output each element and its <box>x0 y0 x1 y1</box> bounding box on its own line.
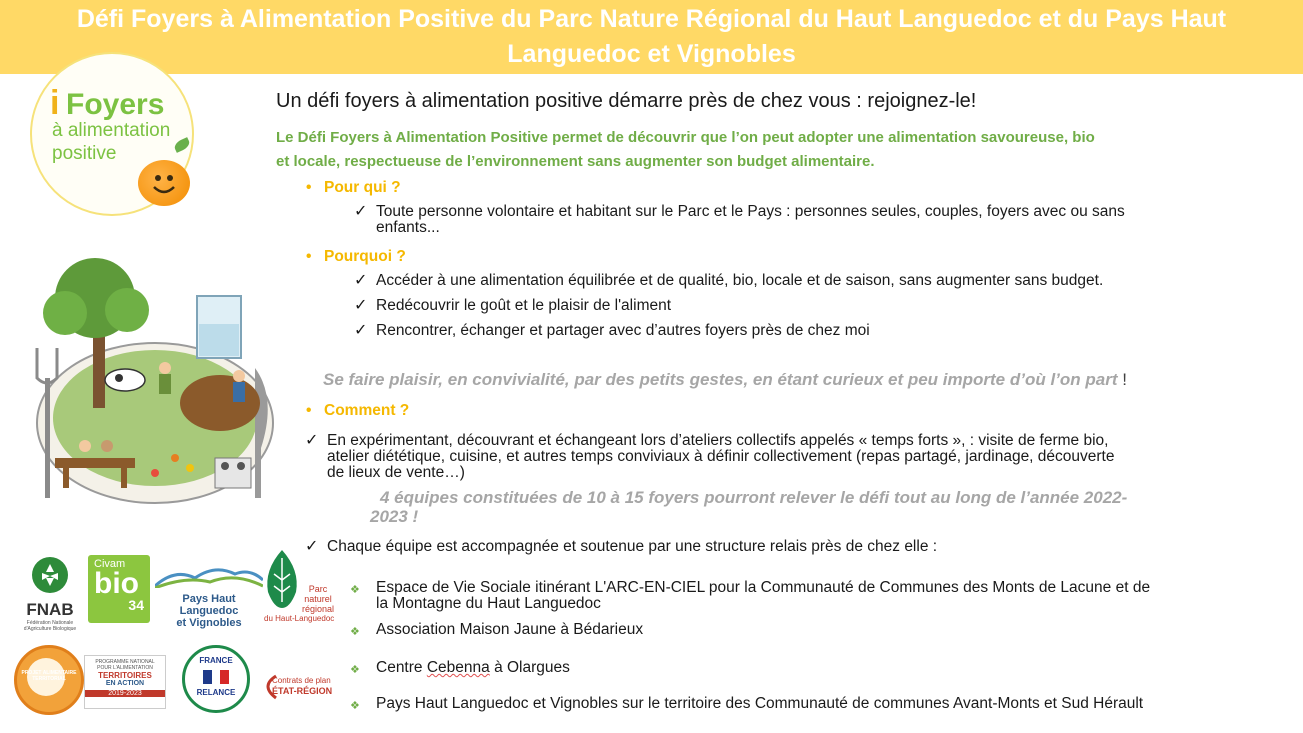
bio-number: 34 <box>128 597 144 613</box>
parc-leaf-icon <box>264 548 300 610</box>
relais-item <box>350 580 1250 612</box>
pnat-logo <box>84 655 166 709</box>
list-item <box>354 204 1234 236</box>
item-text: Redécouvrir le goût et le plaisir de l'aliment <box>376 297 672 314</box>
section-heading: Pourquoi ? <box>324 248 406 265</box>
france-relance-logo <box>182 645 250 713</box>
logo-positive-text: positive <box>52 143 117 164</box>
parc-text <box>302 584 334 614</box>
pat-logo <box>14 645 84 715</box>
bullet-dot-icon: • <box>306 248 312 265</box>
relais-item <box>350 660 570 678</box>
title-banner <box>0 0 1303 74</box>
item-text: Association Maison Jaune à Bédarieux <box>376 621 644 638</box>
pnat-text-1: PROGRAMME NATIONAL <box>95 659 155 665</box>
item-text-post: à Olargues <box>489 659 570 676</box>
parc-text-3: régional <box>302 604 335 614</box>
cpe-text-2: ÉTAT-RÉGION <box>272 686 333 696</box>
list-item <box>305 433 1245 481</box>
pnat-text-2: POUR L'ALIMENTATION <box>97 665 153 671</box>
intro-line-1: Le Défi Foyers à Alimentation Positive permet de découvrir que l’on peut adopter une alimentation savoureuse, bio <box>276 129 1095 146</box>
headline: Un défi foyers à alimentation positive démarre près de chez vous : rejoignez-le! <box>276 90 977 112</box>
list-item <box>354 273 1103 289</box>
check-icon: ✓ <box>354 322 368 339</box>
diamond-bullet-icon: ❖ <box>350 700 360 712</box>
teams-line-1: 4 équipes constituées de 10 à 15 foyers pourront relever le défi tout au long de l’année 2022- <box>380 488 1128 507</box>
pays-logo <box>155 562 263 629</box>
pnat-text-4: EN ACTION <box>105 680 145 687</box>
france-text: FRANCE <box>199 656 233 665</box>
fnab-clover-icon <box>18 555 82 595</box>
item-text: Toute personne volontaire et habitant sur le Parc et le Pays : personnes seules, couples, foyers avec ou sans <box>376 203 1125 220</box>
section-pourquoi <box>306 248 406 266</box>
intro-paragraph <box>276 126 1206 174</box>
check-icon: ✓ <box>354 297 368 314</box>
pnat-text-3: TERRITOIRES <box>98 671 152 680</box>
section-comment <box>306 402 409 420</box>
civam-text: Civam <box>94 558 126 570</box>
cpe-logo <box>258 670 334 704</box>
list-item <box>354 323 870 339</box>
item-text: Accéder à une alimentation équilibrée et de qualité, bio, locale et de saison, sans augmenter sans budget. <box>376 272 1104 289</box>
list-item <box>354 298 671 314</box>
slogan <box>323 370 1127 390</box>
slogan-text: Se faire plaisir, en convivialité, par des petits gestes, en étant curieux et peu importe d’où l’on part <box>323 370 1118 389</box>
relais-item <box>350 622 643 640</box>
relance-text: RELANCE <box>196 688 236 697</box>
diamond-bullet-icon: ❖ <box>350 664 360 676</box>
bullet-dot-icon: • <box>306 179 312 196</box>
parc-text-2: naturel <box>304 594 332 604</box>
section-pour-qui <box>306 179 401 197</box>
section-heading: Comment ? <box>324 402 410 419</box>
parc-text-4: du Haut-Languedoc <box>264 614 335 623</box>
check-icon: ✓ <box>305 432 319 449</box>
page-title: Défi Foyers à Alimentation Positive du Parc Nature Régional du Haut Languedoc et du Pays Haut Languedoc et Vignobles <box>76 5 1227 68</box>
pays-text-2: et Vignobles <box>176 617 242 629</box>
fnab-subtext: Fédération Nationale d'Agriculture Biologique <box>23 620 77 632</box>
list-item <box>305 539 937 555</box>
logo-foyers-text: Foyers <box>66 88 165 121</box>
item-text: Pays Haut Languedoc et Vignobles sur le territoire des Communauté de communes Avant-Monts et Sud Hérault <box>376 695 1144 712</box>
cpe-text-1: Contrats de plan <box>272 676 331 685</box>
fnab-logo <box>18 555 82 632</box>
item-text <box>376 660 570 678</box>
parc-logo <box>264 548 335 628</box>
pat-text: PROJET ALIMENTAIRE TERRITORIAL <box>21 670 77 682</box>
item-text: atelier diététique, cuisine, et autres temps conviviaux à définir collectivement (repas partagé, jardinage, découverte <box>327 448 1115 465</box>
pays-text-1: Pays Haut Languedoc <box>179 593 239 617</box>
check-icon: ✓ <box>354 203 368 220</box>
item-text: Espace de Vie Sociale itinérant L'ARC-EN-CIEL pour la Communauté de Communes des Monts de Lacune et de <box>376 579 1151 596</box>
parc-text-1: Parc <box>308 584 328 594</box>
logo-alimentation-text: à alimentation <box>52 120 171 141</box>
check-icon: ✓ <box>305 538 319 555</box>
fnab-text: FNAB <box>26 600 74 619</box>
item-text: En expérimentant, découvrant et échangeant lors d’ateliers collectifs appelés « temps forts », : visite de ferme bio, <box>327 432 1109 449</box>
civam-bio-logo <box>88 555 150 623</box>
item-text-underlined: Cebenna <box>426 659 490 676</box>
intro-line-2: et locale, respectueuse de l’environnement sans augmenter son budget alimentaire. <box>276 153 875 170</box>
flag-icon <box>203 670 229 684</box>
diamond-bullet-icon: ❖ <box>350 626 360 638</box>
check-icon: ✓ <box>354 272 368 289</box>
item-text: de lieux de vente…) <box>327 464 465 481</box>
diamond-bullet-icon: ❖ <box>350 584 360 596</box>
section-heading: Pour qui ? <box>324 179 401 196</box>
logo-i: i <box>50 84 60 122</box>
item-text: la Montagne du Haut Languedoc <box>376 595 601 612</box>
item-text: enfants... <box>376 219 440 236</box>
pnat-years: 2019-2023 <box>85 690 165 697</box>
bullet-dot-icon: • <box>306 402 312 419</box>
bio-text: bio <box>94 567 139 600</box>
slogan-end: ! <box>1117 370 1127 389</box>
mountains-icon <box>155 562 263 588</box>
illustration-plate <box>15 258 290 528</box>
teams-line-2: 2023 ! <box>370 507 419 526</box>
teams-note <box>370 488 1127 526</box>
item-text: Chaque équipe est accompagnée et soutenue par une structure relais près de chez elle : <box>327 538 938 555</box>
orange-mascot-icon <box>138 160 190 206</box>
item-text: Rencontrer, échanger et partager avec d’autres foyers près de chez moi <box>376 322 870 339</box>
item-text-pre: Centre <box>376 659 427 676</box>
relais-item <box>350 696 1143 714</box>
